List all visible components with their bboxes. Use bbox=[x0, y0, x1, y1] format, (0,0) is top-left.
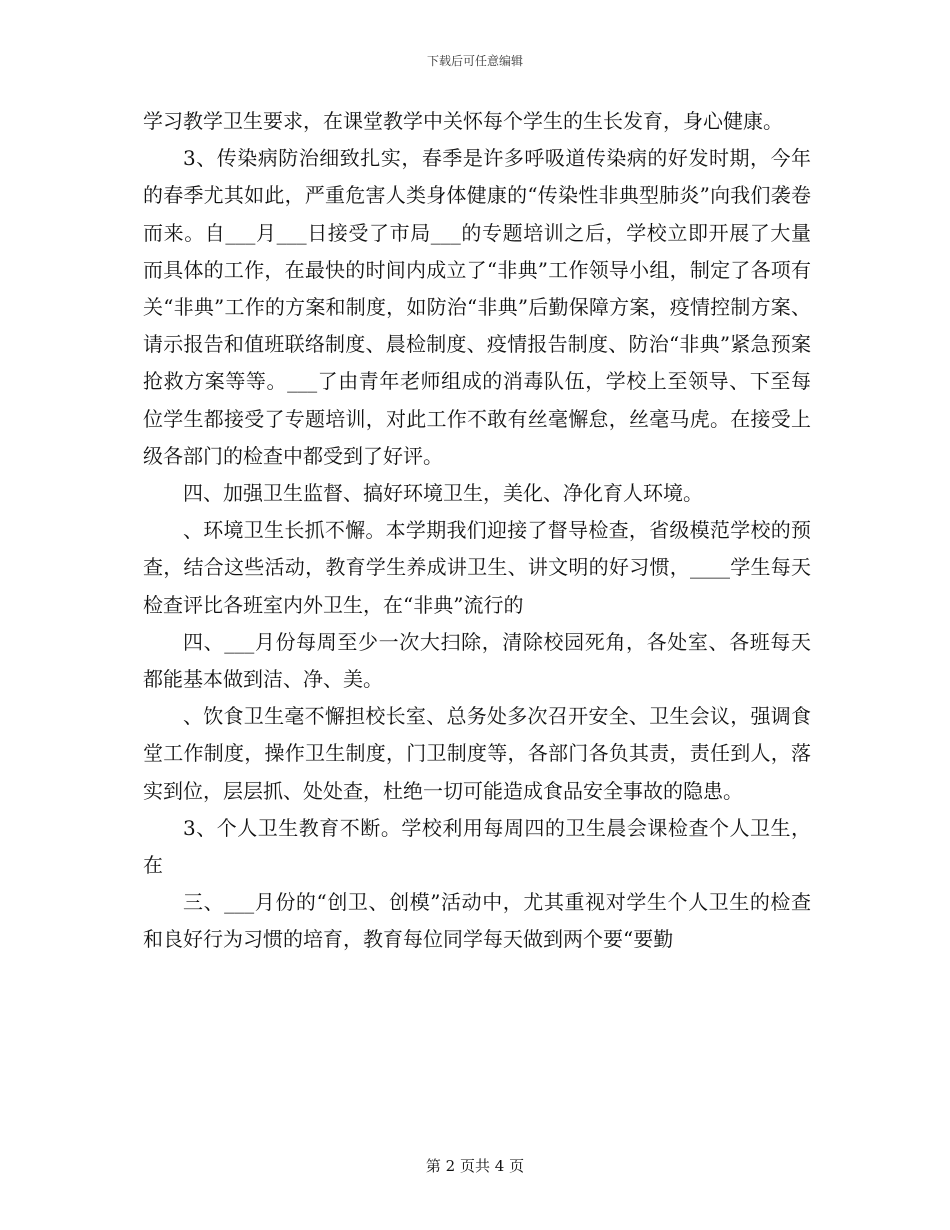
paragraph-5: 四、___月份每周至少一次大扫除，清除校园死角，各处室、各班每天都能基本做到洁、净、美。 bbox=[143, 629, 811, 692]
paragraph-7: 3、个人卫生教育不断。学校利用每周四的卫生晨会课检查个人卫生，在 bbox=[143, 815, 811, 878]
page-footer: 第 2 页共 4 页 bbox=[425, 1157, 525, 1175]
document-body bbox=[143, 103, 811, 959]
paragraph-4: 、环境卫生长抓不懈。本学期我们迎接了督导检查，省级模范学校的预查，结合这些活动，教育学生养成讲卫生、讲文明的好习惯，____学生每天检查评比各班室内外卫生，在“非典”流行的 bbox=[143, 518, 811, 617]
paragraph-3: 四、加强卫生监督、搞好环境卫生，美化、净化育人环境。 bbox=[183, 481, 703, 506]
paragraph-8: 三、___月份的“创卫、创模”活动中，尤其重视对学生个人卫生的检查和良好行为习惯的培育，教育每位同学每天做到两个要“要勤 bbox=[143, 890, 811, 952]
paragraph-2: 3、传染病防治细致扎实，春季是许多呼吸道传染病的好发时期，今年的春季尤其如此，严重危害人类身体健康的“传染性非典型肺炎”向我们袭卷而来。自___月___日接受了市局___的专题培训之后，学校立即开展了大量而具体的工作，在最快的时间内成立了“非典”工作领导小组，制定了各项有关“非典”工作的方案和制度，如防治“非典”后勤保障方案，疫情控制方案、请示报告和值班联络制度、晨检制度、疫情报告制度、防治“非典”紧急预案抢救方案等等。___了由青年老师组成的消毒队伍，学校上至领导、下至每位学生都接受了专题培训，对此工作不敢有丝毫懈怠，丝毫马虎。在接受上级各部门的检查中都受到了好评。 bbox=[143, 146, 811, 468]
paragraph-1: 学习教学卫生要求，在课堂教学中关怀每个学生的生长发育，身心健康。 bbox=[143, 109, 783, 133]
page-header: 下载后可任意编辑 bbox=[426, 54, 523, 68]
paragraph-6: 、饮食卫生毫不懈担校长室、总务处多次召开安全、卫生会议，强调食堂工作制度，操作卫生制度，门卫制度等，各部门各负其责，责任到人，落实到位，层层抓、处处查，杜绝一切可能造成食品安全事故的隐患。 bbox=[143, 704, 811, 803]
